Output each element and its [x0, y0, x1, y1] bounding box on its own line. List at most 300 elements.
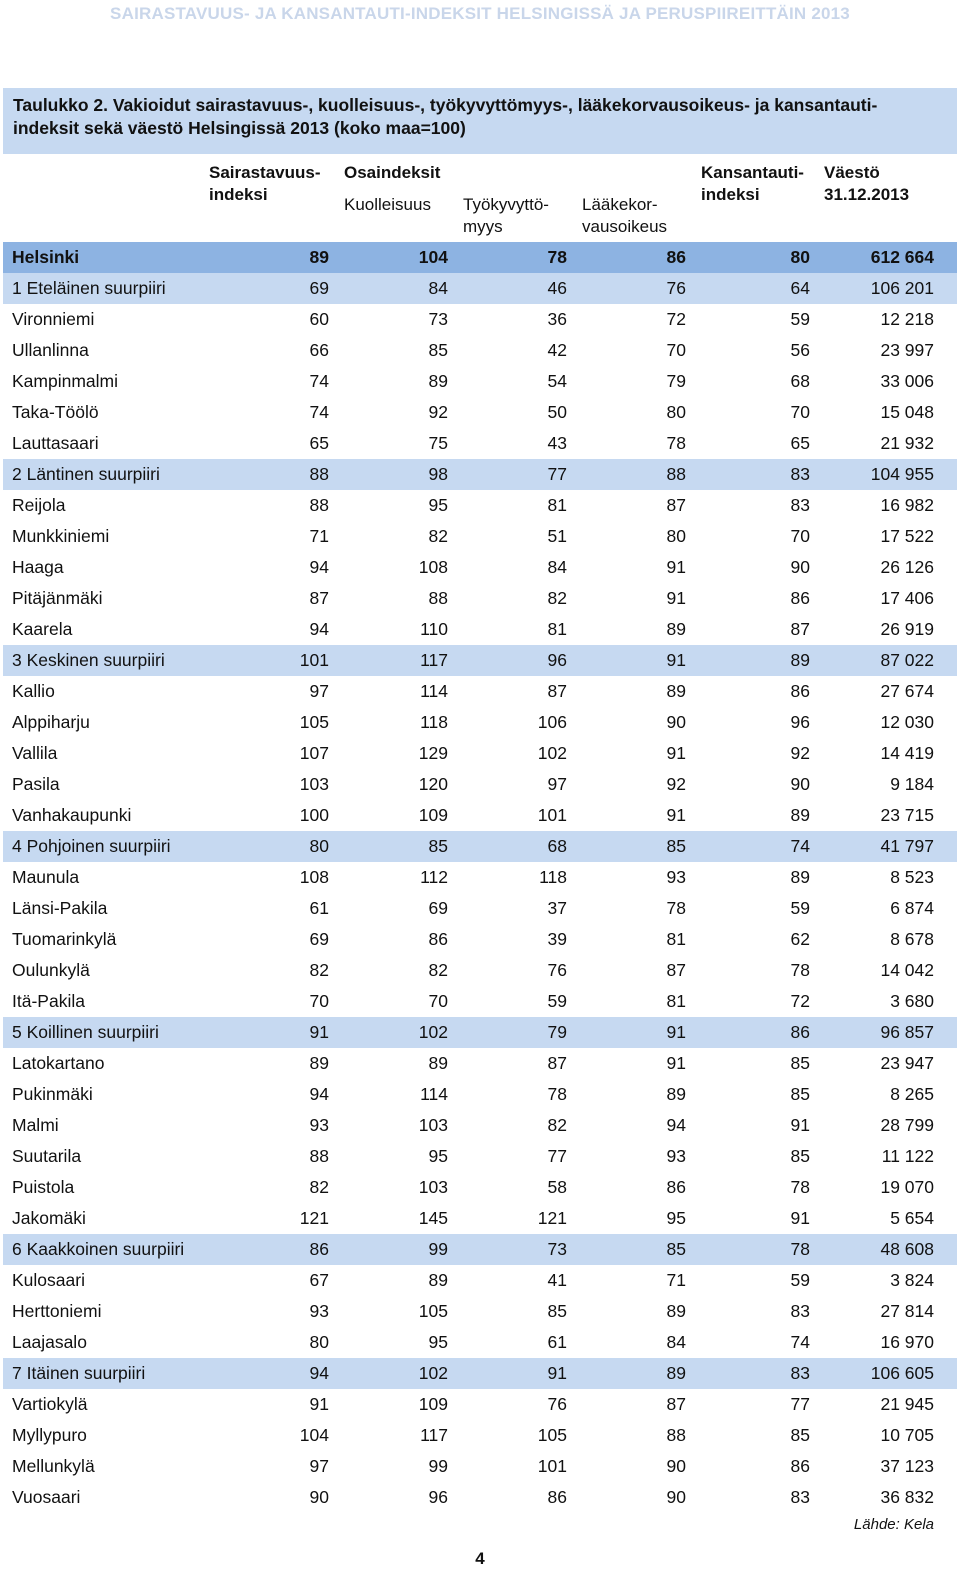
cell-kuolleisuus: 105 — [418, 1301, 448, 1321]
cell-sairastavuusindeksi: 61 — [309, 898, 329, 918]
cell-tyokyvyttomyys: 105 — [537, 1425, 567, 1445]
cell-vaesto: 16 982 — [880, 495, 934, 515]
row-name: 4 Pohjoinen suurpiiri — [12, 836, 171, 856]
cell-kansantautiindeksi: 89 — [790, 805, 810, 825]
cell-tyokyvyttomyys: 54 — [547, 371, 567, 391]
header-tyokyvyttomyys: Työkyvyttö- myys — [463, 195, 549, 236]
cell-tyokyvyttomyys: 82 — [547, 588, 567, 608]
cell-kuolleisuus: 95 — [428, 1146, 448, 1166]
cell-laakekorvausoikeus: 89 — [666, 619, 686, 639]
cell-sairastavuusindeksi: 90 — [309, 1487, 329, 1507]
cell-laakekorvausoikeus: 87 — [666, 1394, 686, 1414]
cell-tyokyvyttomyys: 121 — [537, 1208, 567, 1228]
cell-kansantautiindeksi: 85 — [790, 1146, 810, 1166]
table-row — [3, 366, 957, 397]
row-name: Malmi — [12, 1115, 59, 1135]
cell-sairastavuusindeksi: 71 — [309, 526, 329, 546]
cell-kuolleisuus: 89 — [428, 371, 448, 391]
row-name: Vironniemi — [12, 309, 95, 329]
cell-laakekorvausoikeus: 91 — [666, 588, 686, 608]
row-name: 6 Kaakkoinen suurpiiri — [12, 1239, 185, 1259]
page-number: 4 — [475, 1549, 485, 1568]
cell-vaesto: 23 715 — [880, 805, 934, 825]
cell-kansantautiindeksi: 78 — [790, 960, 810, 980]
cell-vaesto: 14 042 — [880, 960, 934, 980]
cell-laakekorvausoikeus: 90 — [666, 1487, 686, 1507]
table-row — [3, 304, 957, 335]
cell-kansantautiindeksi: 83 — [790, 464, 810, 484]
cell-sairastavuusindeksi: 100 — [299, 805, 329, 825]
row-name: Mellunkylä — [12, 1456, 95, 1476]
cell-tyokyvyttomyys: 97 — [547, 774, 567, 794]
cell-sairastavuusindeksi: 88 — [309, 1146, 329, 1166]
table-row — [3, 1203, 957, 1234]
cell-tyokyvyttomyys: 85 — [547, 1301, 567, 1321]
cell-vaesto: 9 184 — [890, 774, 934, 794]
cell-sairastavuusindeksi: 89 — [309, 247, 329, 267]
cell-vaesto: 6 874 — [890, 898, 934, 918]
row-name: Puistola — [12, 1177, 75, 1197]
cell-kuolleisuus: 69 — [428, 898, 448, 918]
cell-vaesto: 21 932 — [880, 433, 934, 453]
cell-vaesto: 3 824 — [890, 1270, 934, 1290]
cell-laakekorvausoikeus: 85 — [666, 1239, 686, 1259]
table-row — [3, 521, 957, 552]
row-name: 7 Itäinen suurpiiri — [12, 1363, 146, 1383]
cell-laakekorvausoikeus: 92 — [666, 774, 686, 794]
cell-kuolleisuus: 85 — [428, 836, 448, 856]
cell-laakekorvausoikeus: 95 — [666, 1208, 686, 1228]
cell-laakekorvausoikeus: 70 — [666, 340, 686, 360]
table-row-district — [3, 459, 957, 490]
header-osaindeksit: Osaindeksit — [344, 163, 441, 182]
cell-laakekorvausoikeus: 91 — [666, 557, 686, 577]
row-name: Jakomäki — [12, 1208, 86, 1228]
header-kansantautiindeksi: Kansantauti- indeksi — [701, 163, 804, 204]
cell-kansantautiindeksi: 59 — [790, 898, 810, 918]
cell-kansantautiindeksi: 83 — [790, 495, 810, 515]
cell-vaesto: 17 522 — [880, 526, 934, 546]
cell-kansantautiindeksi: 89 — [790, 867, 810, 887]
cell-laakekorvausoikeus: 79 — [666, 371, 686, 391]
cell-vaesto: 3 680 — [890, 991, 934, 1011]
table-row — [3, 986, 957, 1017]
cell-vaesto: 8 523 — [890, 867, 934, 887]
cell-tyokyvyttomyys: 76 — [547, 1394, 567, 1414]
cell-sairastavuusindeksi: 121 — [299, 1208, 329, 1228]
cell-tyokyvyttomyys: 102 — [537, 743, 567, 763]
table-row — [3, 1482, 957, 1513]
cell-kansantautiindeksi: 92 — [790, 743, 810, 763]
row-name: 2 Läntinen suurpiiri — [12, 464, 160, 484]
cell-sairastavuusindeksi: 74 — [309, 371, 329, 391]
row-name: Pitäjänmäki — [12, 588, 103, 608]
table-row — [3, 955, 957, 986]
cell-tyokyvyttomyys: 42 — [547, 340, 567, 360]
cell-kuolleisuus: 112 — [420, 867, 448, 887]
cell-tyokyvyttomyys: 41 — [547, 1270, 567, 1290]
row-name: Herttoniemi — [12, 1301, 102, 1321]
row-name: Helsinki — [12, 247, 80, 267]
cell-kuolleisuus: 88 — [428, 588, 448, 608]
cell-sairastavuusindeksi: 97 — [309, 681, 329, 701]
table-row — [3, 769, 957, 800]
cell-vaesto: 12 030 — [880, 712, 934, 732]
cell-tyokyvyttomyys: 43 — [547, 433, 567, 453]
table-body — [3, 242, 957, 1513]
row-name: Lauttasaari — [12, 433, 99, 453]
cell-sairastavuusindeksi: 88 — [309, 464, 329, 484]
cell-kuolleisuus: 92 — [428, 402, 448, 422]
cell-sairastavuusindeksi: 89 — [309, 1053, 329, 1073]
cell-vaesto: 37 123 — [880, 1456, 934, 1476]
row-name: Vuosaari — [12, 1487, 81, 1507]
cell-kuolleisuus: 75 — [428, 433, 448, 453]
cell-kuolleisuus: 102 — [418, 1363, 448, 1383]
row-name: Itä-Pakila — [12, 991, 85, 1011]
cell-tyokyvyttomyys: 81 — [547, 619, 567, 639]
cell-tyokyvyttomyys: 96 — [547, 650, 567, 670]
table-row — [3, 924, 957, 955]
cell-kansantautiindeksi: 87 — [790, 619, 810, 639]
row-name: Taka-Töölö — [12, 402, 99, 422]
row-name: Myllypuro — [12, 1425, 87, 1445]
row-name: Haaga — [12, 557, 64, 577]
cell-sairastavuusindeksi: 67 — [309, 1270, 329, 1290]
cell-kuolleisuus: 114 — [420, 1084, 448, 1104]
table-row — [3, 1048, 957, 1079]
cell-laakekorvausoikeus: 89 — [666, 681, 686, 701]
table-row — [3, 1296, 957, 1327]
cell-laakekorvausoikeus: 81 — [666, 991, 686, 1011]
cell-tyokyvyttomyys: 87 — [547, 681, 567, 701]
row-name: Vanhakaupunki — [12, 805, 132, 825]
cell-kansantautiindeksi: 64 — [790, 278, 810, 298]
cell-kansantautiindeksi: 90 — [790, 774, 810, 794]
row-name: Reijola — [12, 495, 66, 515]
row-name: Länsi-Pakila — [12, 898, 108, 918]
cell-vaesto: 21 945 — [880, 1394, 934, 1414]
row-name: Latokartano — [12, 1053, 105, 1073]
table-row-district — [3, 1017, 957, 1048]
cell-kuolleisuus: 73 — [428, 309, 448, 329]
cell-tyokyvyttomyys: 101 — [537, 1456, 567, 1476]
cell-laakekorvausoikeus: 91 — [666, 805, 686, 825]
cell-vaesto: 11 122 — [881, 1146, 934, 1166]
cell-sairastavuusindeksi: 60 — [309, 309, 329, 329]
cell-tyokyvyttomyys: 78 — [547, 247, 567, 267]
cell-kansantautiindeksi: 83 — [790, 1487, 810, 1507]
cell-kuolleisuus: 96 — [428, 1487, 448, 1507]
table-row — [3, 1141, 957, 1172]
table-row — [3, 428, 957, 459]
cell-vaesto: 26 126 — [880, 557, 934, 577]
table-row — [3, 490, 957, 521]
row-name: Tuomarinkylä — [12, 929, 117, 949]
cell-vaesto: 8 265 — [890, 1084, 934, 1104]
cell-kuolleisuus: 84 — [428, 278, 448, 298]
cell-sairastavuusindeksi: 104 — [299, 1425, 329, 1445]
cell-vaesto: 12 218 — [880, 309, 934, 329]
cell-kansantautiindeksi: 62 — [790, 929, 810, 949]
cell-laakekorvausoikeus: 90 — [666, 712, 686, 732]
cell-kansantautiindeksi: 89 — [790, 650, 810, 670]
row-name: Kampinmalmi — [12, 371, 118, 391]
row-name: Maunula — [12, 867, 80, 887]
table-row — [3, 335, 957, 366]
cell-sairastavuusindeksi: 69 — [309, 278, 329, 298]
row-name: 5 Koillinen suurpiiri — [12, 1022, 159, 1042]
cell-laakekorvausoikeus: 80 — [666, 402, 686, 422]
cell-laakekorvausoikeus: 94 — [666, 1115, 686, 1135]
source-note: Lähde: Kela — [853, 1516, 934, 1533]
cell-kansantautiindeksi: 91 — [790, 1208, 810, 1228]
cell-kansantautiindeksi: 96 — [790, 712, 810, 732]
cell-laakekorvausoikeus: 91 — [666, 1053, 686, 1073]
cell-laakekorvausoikeus: 78 — [666, 898, 686, 918]
row-name: Oulunkylä — [12, 960, 90, 980]
table-row — [3, 1451, 957, 1482]
table-row — [3, 707, 957, 738]
cell-laakekorvausoikeus: 86 — [666, 1177, 686, 1197]
cell-tyokyvyttomyys: 58 — [547, 1177, 567, 1197]
cell-kansantautiindeksi: 85 — [790, 1053, 810, 1073]
cell-laakekorvausoikeus: 88 — [666, 1425, 686, 1445]
cell-vaesto: 48 608 — [880, 1239, 934, 1259]
table-row-total — [3, 242, 957, 273]
cell-laakekorvausoikeus: 87 — [666, 960, 686, 980]
cell-vaesto: 10 705 — [880, 1425, 934, 1445]
cell-sairastavuusindeksi: 91 — [309, 1022, 329, 1042]
cell-laakekorvausoikeus: 93 — [666, 867, 686, 887]
cell-sairastavuusindeksi: 91 — [309, 1394, 329, 1414]
cell-laakekorvausoikeus: 93 — [666, 1146, 686, 1166]
cell-tyokyvyttomyys: 73 — [547, 1239, 567, 1259]
cell-vaesto: 14 419 — [880, 743, 934, 763]
cell-vaesto: 106 605 — [870, 1363, 934, 1383]
row-name: 1 Eteläinen suurpiiri — [12, 278, 166, 298]
row-name: Kaarela — [12, 619, 73, 639]
cell-tyokyvyttomyys: 91 — [547, 1363, 567, 1383]
cell-sairastavuusindeksi: 93 — [309, 1115, 329, 1135]
cell-kuolleisuus: 103 — [418, 1115, 448, 1135]
cell-tyokyvyttomyys: 50 — [547, 402, 567, 422]
table-row — [3, 583, 957, 614]
row-name: Alppiharju — [12, 712, 90, 732]
table-row — [3, 862, 957, 893]
cell-sairastavuusindeksi: 105 — [299, 712, 329, 732]
table-row — [3, 1389, 957, 1420]
cell-vaesto: 28 799 — [880, 1115, 934, 1135]
cell-sairastavuusindeksi: 94 — [309, 1363, 329, 1383]
cell-kuolleisuus: 102 — [418, 1022, 448, 1042]
cell-laakekorvausoikeus: 84 — [666, 1332, 686, 1352]
cell-tyokyvyttomyys: 39 — [547, 929, 567, 949]
cell-vaesto: 27 674 — [880, 681, 934, 701]
cell-laakekorvausoikeus: 89 — [666, 1301, 686, 1321]
cell-kuolleisuus: 103 — [418, 1177, 448, 1197]
header-sairastavuusindeksi: Sairastavuus- indeksi — [209, 163, 321, 204]
cell-tyokyvyttomyys: 77 — [547, 464, 567, 484]
cell-kuolleisuus: 104 — [418, 247, 448, 267]
cell-vaesto: 5 654 — [890, 1208, 934, 1228]
cell-tyokyvyttomyys: 77 — [547, 1146, 567, 1166]
cell-kansantautiindeksi: 80 — [790, 247, 810, 267]
cell-tyokyvyttomyys: 46 — [547, 278, 567, 298]
table-row — [3, 1420, 957, 1451]
cell-kuolleisuus: 117 — [420, 650, 448, 670]
cell-tyokyvyttomyys: 118 — [539, 867, 567, 887]
cell-sairastavuusindeksi: 80 — [309, 1332, 329, 1352]
cell-kansantautiindeksi: 83 — [790, 1301, 810, 1321]
cell-laakekorvausoikeus: 89 — [666, 1084, 686, 1104]
cell-laakekorvausoikeus: 85 — [666, 836, 686, 856]
cell-vaesto: 27 814 — [880, 1301, 934, 1321]
cell-sairastavuusindeksi: 107 — [299, 743, 329, 763]
cell-laakekorvausoikeus: 86 — [666, 247, 686, 267]
cell-vaesto: 15 048 — [880, 402, 934, 422]
cell-kuolleisuus: 85 — [428, 340, 448, 360]
table-row — [3, 893, 957, 924]
cell-sairastavuusindeksi: 87 — [309, 588, 329, 608]
table-row — [3, 1172, 957, 1203]
cell-kuolleisuus: 110 — [420, 619, 448, 639]
cell-tyokyvyttomyys: 101 — [537, 805, 567, 825]
cell-sairastavuusindeksi: 82 — [309, 960, 329, 980]
cell-sairastavuusindeksi: 65 — [309, 433, 329, 453]
cell-vaesto: 612 664 — [870, 247, 934, 267]
cell-kuolleisuus: 82 — [428, 960, 448, 980]
cell-sairastavuusindeksi: 74 — [309, 402, 329, 422]
cell-laakekorvausoikeus: 71 — [666, 1270, 686, 1290]
cell-kuolleisuus: 129 — [418, 743, 448, 763]
table-row — [3, 1327, 957, 1358]
cell-tyokyvyttomyys: 81 — [547, 495, 567, 515]
row-name: Kulosaari — [12, 1270, 85, 1290]
cell-kansantautiindeksi: 68 — [790, 371, 810, 391]
cell-sairastavuusindeksi: 108 — [299, 867, 329, 887]
cell-kuolleisuus: 89 — [428, 1053, 448, 1073]
cell-kansantautiindeksi: 85 — [790, 1084, 810, 1104]
cell-laakekorvausoikeus: 91 — [666, 1022, 686, 1042]
table-row — [3, 738, 957, 769]
cell-kansantautiindeksi: 59 — [790, 309, 810, 329]
table-row-district — [3, 273, 957, 304]
cell-kansantautiindeksi: 86 — [790, 681, 810, 701]
row-name: Ullanlinna — [12, 340, 89, 360]
cell-vaesto: 87 022 — [880, 650, 934, 670]
cell-sairastavuusindeksi: 86 — [309, 1239, 329, 1259]
table-row — [3, 676, 957, 707]
cell-sairastavuusindeksi: 94 — [309, 1084, 329, 1104]
cell-kansantautiindeksi: 56 — [790, 340, 810, 360]
cell-laakekorvausoikeus: 81 — [666, 929, 686, 949]
row-name: Pukinmäki — [12, 1084, 93, 1104]
cell-kuolleisuus: 99 — [428, 1239, 448, 1259]
cell-tyokyvyttomyys: 68 — [547, 836, 567, 856]
row-name: Munkkiniemi — [12, 526, 110, 546]
cell-sairastavuusindeksi: 66 — [309, 340, 329, 360]
cell-kuolleisuus: 70 — [428, 991, 448, 1011]
cell-kuolleisuus: 89 — [428, 1270, 448, 1290]
header-kuolleisuus: Kuolleisuus — [344, 195, 431, 214]
cell-tyokyvyttomyys: 36 — [547, 309, 567, 329]
cell-vaesto: 17 406 — [880, 588, 934, 608]
cell-tyokyvyttomyys: 61 — [547, 1332, 567, 1352]
cell-laakekorvausoikeus: 88 — [666, 464, 686, 484]
cell-sairastavuusindeksi: 103 — [299, 774, 329, 794]
cell-kuolleisuus: 114 — [420, 681, 448, 701]
header-vaesto: Väestö 31.12.2013 — [824, 163, 910, 204]
table-row — [3, 397, 957, 428]
cell-kuolleisuus: 95 — [428, 1332, 448, 1352]
row-name: Kallio — [12, 681, 55, 701]
table-row — [3, 1265, 957, 1296]
cell-kuolleisuus: 145 — [418, 1208, 448, 1228]
cell-laakekorvausoikeus: 87 — [666, 495, 686, 515]
cell-tyokyvyttomyys: 106 — [537, 712, 567, 732]
table-row-district — [3, 645, 957, 676]
cell-tyokyvyttomyys: 51 — [547, 526, 567, 546]
row-name: Vartiokylä — [12, 1394, 88, 1414]
cell-kuolleisuus: 120 — [418, 774, 448, 794]
cell-kuolleisuus: 95 — [428, 495, 448, 515]
cell-tyokyvyttomyys: 86 — [547, 1487, 567, 1507]
running-header: SAIRASTAVUUS- JA KANSANTAUTI-INDEKSIT HELSINGISSÄ JA PERUSPIIREITTÄIN 2013 — [110, 4, 850, 23]
row-name: Suutarila — [12, 1146, 82, 1166]
cell-kansantautiindeksi: 74 — [790, 1332, 810, 1352]
table-row — [3, 614, 957, 645]
cell-vaesto: 19 070 — [880, 1177, 934, 1197]
row-name: Laajasalo — [12, 1332, 87, 1352]
header-laakekorvausoikeus: Lääkekor- vausoikeus — [582, 195, 668, 236]
cell-kansantautiindeksi: 91 — [790, 1115, 810, 1135]
cell-kuolleisuus: 109 — [418, 805, 448, 825]
table-row — [3, 800, 957, 831]
cell-vaesto: 8 678 — [890, 929, 934, 949]
cell-kansantautiindeksi: 90 — [790, 557, 810, 577]
cell-kansantautiindeksi: 59 — [790, 1270, 810, 1290]
cell-laakekorvausoikeus: 76 — [666, 278, 686, 298]
cell-kuolleisuus: 109 — [418, 1394, 448, 1414]
row-name: Pasila — [12, 774, 60, 794]
cell-sairastavuusindeksi: 94 — [309, 619, 329, 639]
cell-sairastavuusindeksi: 82 — [309, 1177, 329, 1197]
cell-kuolleisuus: 118 — [420, 712, 448, 732]
cell-laakekorvausoikeus: 91 — [666, 650, 686, 670]
cell-kansantautiindeksi: 72 — [790, 991, 810, 1011]
table-caption — [3, 88, 957, 154]
cell-kansantautiindeksi: 86 — [790, 1456, 810, 1476]
table-row — [3, 1079, 957, 1110]
cell-laakekorvausoikeus: 91 — [666, 743, 686, 763]
cell-kansantautiindeksi: 70 — [790, 526, 810, 546]
cell-kuolleisuus: 82 — [428, 526, 448, 546]
cell-kuolleisuus: 108 — [418, 557, 448, 577]
cell-laakekorvausoikeus: 89 — [666, 1363, 686, 1383]
cell-vaesto: 23 947 — [880, 1053, 934, 1073]
cell-kansantautiindeksi: 78 — [790, 1239, 810, 1259]
cell-vaesto: 104 955 — [870, 464, 934, 484]
cell-kansantautiindeksi: 78 — [790, 1177, 810, 1197]
cell-kansantautiindeksi: 65 — [790, 433, 810, 453]
cell-tyokyvyttomyys: 59 — [547, 991, 567, 1011]
cell-tyokyvyttomyys: 84 — [547, 557, 567, 577]
cell-laakekorvausoikeus: 90 — [666, 1456, 686, 1476]
cell-vaesto: 106 201 — [870, 278, 934, 298]
cell-kansantautiindeksi: 86 — [790, 1022, 810, 1042]
table-row-district — [3, 1358, 957, 1389]
